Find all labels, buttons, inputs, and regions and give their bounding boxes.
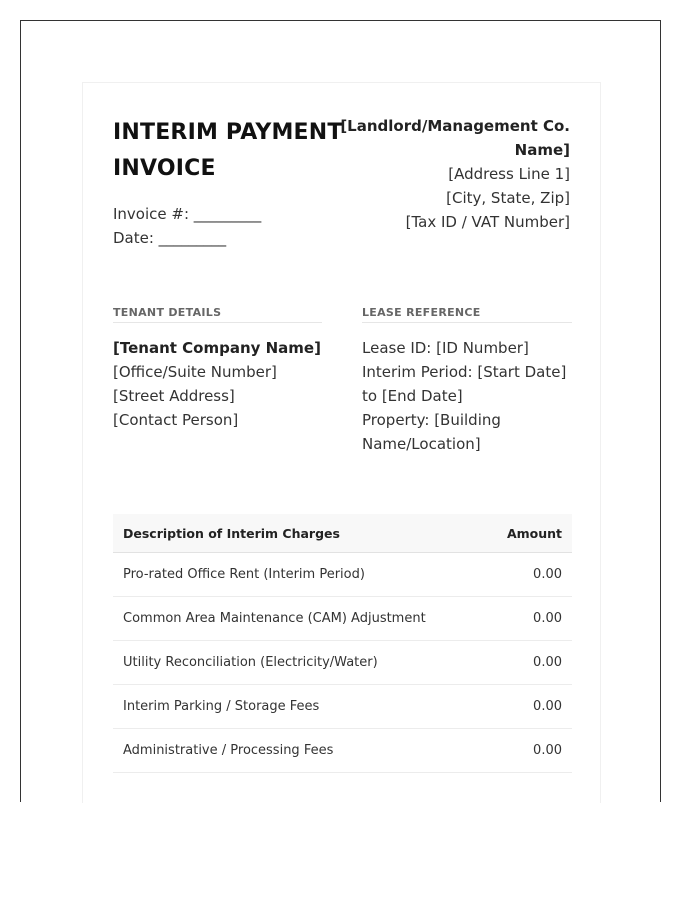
invoice-number-field: Invoice #: _________ xyxy=(113,205,262,223)
charge-amount: 0.00 xyxy=(485,641,572,685)
charges-header-description: Description of Interim Charges xyxy=(113,514,485,553)
landlord-block xyxy=(340,114,570,234)
invoice-meta xyxy=(113,202,261,250)
table-row xyxy=(113,685,572,729)
table-row xyxy=(113,729,572,773)
landlord-tax-id: [Tax ID / VAT Number] xyxy=(405,213,570,231)
charge-description: Interim Parking / Storage Fees xyxy=(113,685,485,729)
invoice-date-field: Date: _________ xyxy=(113,229,227,247)
charge-description: Utility Reconciliation (Electricity/Water) xyxy=(113,641,485,685)
charge-amount: 0.00 xyxy=(485,685,572,729)
tenant-office: [Office/Suite Number] xyxy=(113,363,277,381)
landlord-address-line1: [Address Line 1] xyxy=(448,165,570,183)
tenant-street: [Street Address] xyxy=(113,387,235,405)
document-frame xyxy=(20,20,661,802)
charges-table xyxy=(113,514,572,773)
tenant-contact: [Contact Person] xyxy=(113,411,239,429)
invoice-title: INTERIM PAYMENT INVOICE xyxy=(113,120,343,181)
table-row xyxy=(113,553,572,597)
lease-reference-heading: LEASE REFERENCE xyxy=(362,306,572,323)
landlord-name: [Landlord/Management Co. Name] xyxy=(340,117,570,159)
charge-description: Common Area Maintenance (CAM) Adjustment xyxy=(113,597,485,641)
tenant-company-name: [Tenant Company Name] xyxy=(113,339,321,357)
charges-header-amount: Amount xyxy=(485,514,572,553)
lease-property: Property: [Building Name/Location] xyxy=(362,411,501,453)
tenant-details-heading: TENANT DETAILS xyxy=(113,306,322,323)
charge-amount: 0.00 xyxy=(485,553,572,597)
tenant-details-section xyxy=(113,306,322,432)
lease-interim-period: Interim Period: [Start Date] to [End Date] xyxy=(362,363,567,405)
table-row xyxy=(113,597,572,641)
charge-amount: 0.00 xyxy=(485,729,572,773)
charge-description: Pro-rated Office Rent (Interim Period) xyxy=(113,553,485,597)
charge-description: Administrative / Processing Fees xyxy=(113,729,485,773)
charges-header-row xyxy=(113,514,572,553)
charge-amount: 0.00 xyxy=(485,597,572,641)
table-row xyxy=(113,641,572,685)
lease-id: Lease ID: [ID Number] xyxy=(362,339,529,357)
invoice-page xyxy=(82,82,601,803)
lease-reference-section xyxy=(362,306,572,456)
landlord-city-state-zip: [City, State, Zip] xyxy=(446,189,570,207)
